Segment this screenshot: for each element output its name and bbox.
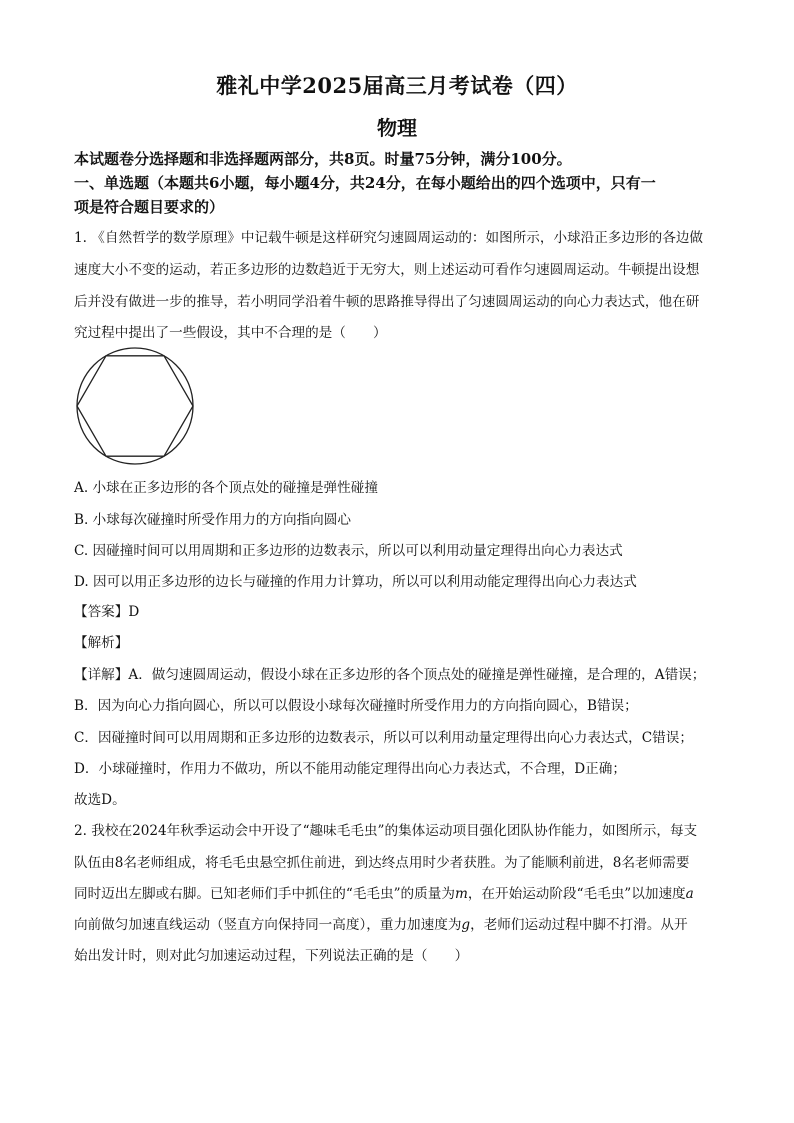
q2-stem-line3 bbox=[74, 882, 694, 902]
variable-g: g bbox=[461, 917, 471, 933]
q1-detail-line5: 故选D。 bbox=[74, 792, 126, 808]
q1-detail-line3: C．因碰撞时间可以用周期和正多边形的边数表示，所以可以利用动量定理得出向心力表达式，C错误； bbox=[74, 730, 693, 746]
q1-option-b: B. 小球每次碰撞时所受作用力的方向指向圆心 bbox=[74, 512, 351, 528]
q2-line3-text-a: 同时迈出左脚或右脚。已知老师们手中抓住的“毛毛虫”的质量为 bbox=[74, 886, 455, 902]
hexagon-shape bbox=[77, 356, 193, 456]
circle-shape bbox=[77, 348, 193, 464]
q2-stem-line2: 队伍由8名老师组成，将毛毛虫悬空抓住前进，到达终点用时少者获胜。为了能顺利前进，8名老师需要 bbox=[74, 855, 690, 871]
q1-stem-line1: 1. 《自然哲学的数学原理》中记载牛顿是这样研究匀速圆周运动的：如图所示，小球沿正多边形的各边做 bbox=[74, 230, 704, 246]
q2-line3-text-b: ，在开始运动阶段“毛毛虫”以加速度 bbox=[467, 886, 686, 902]
circle-hexagon-diagram bbox=[74, 345, 196, 467]
answer-tag: 【答案】 bbox=[74, 604, 129, 620]
exam-title: 雅礼中学2025届高三月考试卷（四） bbox=[216, 73, 578, 98]
answer-value: D bbox=[128, 604, 140, 620]
q1-option-c: C. 因碰撞时间可以用周期和正多边形的边数表示，所以可以利用动量定理得出向心力表达式 bbox=[74, 543, 623, 559]
q2-line4-text-b: ，老师们运动过程中脚不打滑。从开 bbox=[470, 917, 688, 933]
variable-a: a bbox=[685, 886, 694, 902]
q1-detail-line4: D．小球碰撞时，作用力不做功，所以不能用动能定理得出向心力表达式，不合理，D正确； bbox=[74, 761, 626, 777]
section-heading-line1: 一、单选题（本题共6小题，每小题4分，共24分，在每小题给出的四个选项中，只有一 bbox=[74, 174, 656, 192]
subject-title: 物理 bbox=[377, 116, 417, 140]
q2-stem-line4 bbox=[74, 913, 688, 933]
q1-stem-line4: 究过程中提出了一些假设，其中不合理的是（ ） bbox=[74, 325, 387, 341]
q2-stem-line1: 2. 我校在2024年秋季运动会中开设了“趣味毛毛虫”的集体运动项目强化团队协作能力，如图所示，每支 bbox=[74, 823, 698, 839]
variable-m: m bbox=[454, 886, 468, 902]
q1-option-d: D. 因可以用正多边形的边长与碰撞的作用力计算功，所以可以利用动能定理得出向心力表达式 bbox=[74, 574, 637, 590]
q1-stem-line2: 速度大小不变的运动，若正多边形的边数趋近于无穷大，则上述运动可看作匀速圆周运动。牛顿提出设想 bbox=[74, 262, 700, 278]
q1-detail-line2: B．因为向心力指向圆心，所以可以假设小球每次碰撞时所受作用力的方向指向圆心，B错误； bbox=[74, 698, 638, 714]
q1-stem-line3: 后并没有做进一步的推导，若小明同学沿着牛顿的思路推导得出了匀速圆周运动的向心力表达式，他在研 bbox=[74, 294, 700, 310]
q1-answer bbox=[74, 600, 139, 620]
q2-line4-text-a: 向前做匀加速直线运动（竖直方向保持同一高度），重力加速度为 bbox=[74, 917, 462, 933]
section-heading-line2: 项是符合题目要求的） bbox=[74, 198, 225, 216]
intro-line: 本试题卷分选择题和非选择题两部分，共8页。时量75分钟，满分100分。 bbox=[74, 150, 572, 168]
q2-stem-line5: 始出发计时，则对此匀加速运动过程，下列说法正确的是（ ） bbox=[74, 948, 469, 964]
q1-option-a: A. 小球在正多边形的各个顶点处的碰撞是弹性碰撞 bbox=[74, 480, 378, 496]
q1-analysis-tag: 【解析】 bbox=[74, 635, 129, 651]
q1-detail-line1: 【详解】A．做匀速圆周运动，假设小球在正多边形的各个顶点处的碰撞是弹性碰撞，是合理的，A错误； bbox=[74, 667, 706, 683]
